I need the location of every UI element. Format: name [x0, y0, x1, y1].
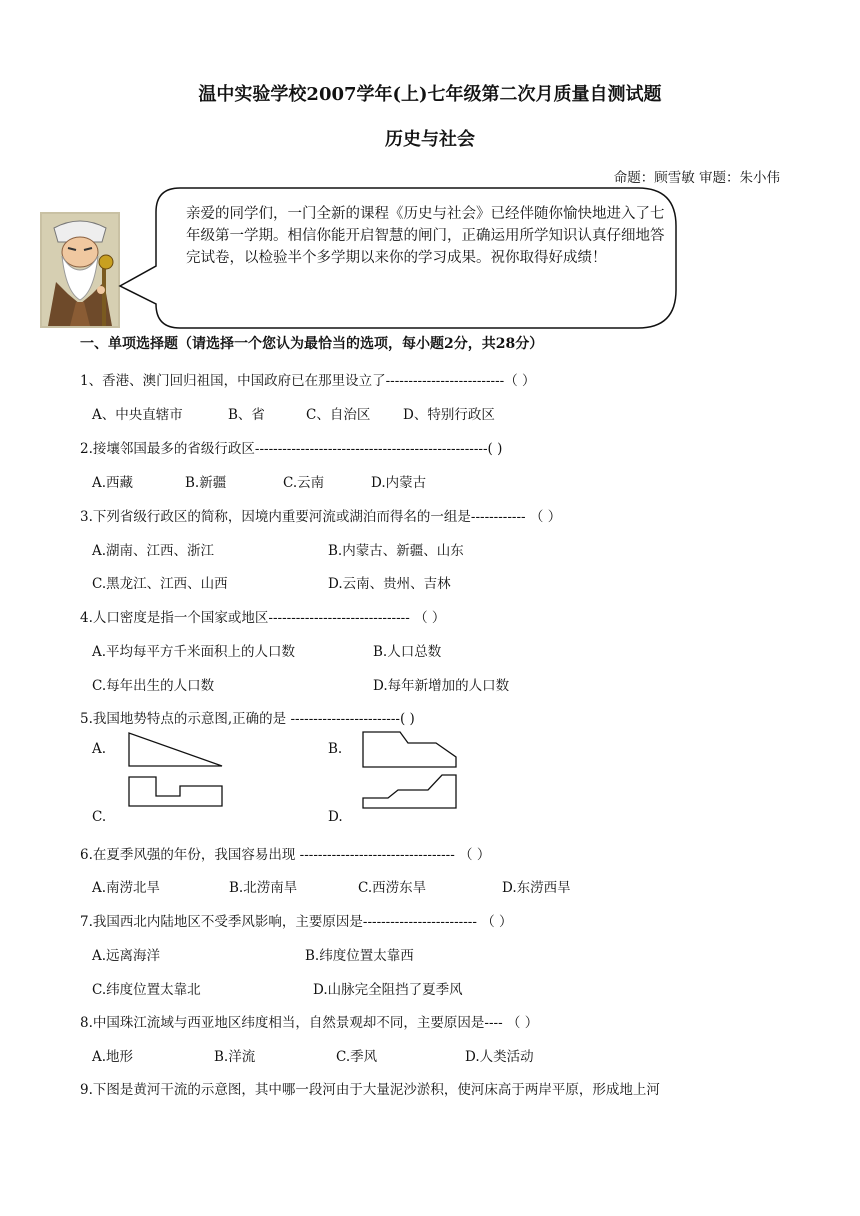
option: A、中央直辖市 [92, 407, 183, 423]
option: B、省 [228, 407, 265, 423]
question-stem: 1、香港、澳门回归祖国，中国政府已在那里设立了--------------------------（ ） [80, 373, 536, 389]
wise-old-man-icon [40, 212, 120, 328]
option: B.纬度位置太靠西 [305, 948, 414, 964]
option: B.人口总数 [373, 644, 442, 660]
option: C.西涝东旱 [358, 880, 427, 896]
option: C.黑龙江、江西、山西 [92, 576, 228, 592]
option: D、特别行政区 [403, 407, 495, 423]
option: A.南涝北旱 [92, 880, 161, 896]
option: D.人类活动 [465, 1049, 534, 1065]
exam-title: 温中实验学校2007学年(上)七年级第二次月质量自测试题 [198, 84, 662, 105]
option: A.地形 [92, 1049, 134, 1065]
question-stem: 8.中国珠江流域与西亚地区纬度相当，自然景观却不同，主要原因是---- （ ） [80, 1015, 539, 1031]
option: C.纬度位置太靠北 [92, 982, 201, 998]
terrain-diagram-b [362, 731, 458, 769]
option: C.云南 [283, 475, 325, 491]
intro-message: 亲爱的同学们，一门全新的课程《历史与社会》已经伴随你愉快地进入了七年级第一学期。相信你能开启智慧的闸门，正确运用所学知识认真仔细地答完试卷，以检验半个多学期以来你的学习成果。祝你取得好成绩！ [186, 206, 665, 266]
option: B.洋流 [214, 1049, 256, 1065]
option: A.湖南、江西、浙江 [92, 543, 215, 559]
option: B. [328, 741, 343, 757]
exam-authors: 命题：顾雪敏 审题：朱小伟 [613, 170, 780, 186]
question-stem: 2.接壤邻国最多的省级行政区---------------------------------------------------( ) [80, 441, 503, 457]
option: D.山脉完全阻挡了夏季风 [313, 982, 463, 998]
option: D.内蒙古 [371, 475, 427, 491]
option: C. [92, 809, 107, 825]
option: D.云南、贵州、吉林 [328, 576, 451, 592]
option: C、自治区 [306, 407, 371, 423]
question-stem: 6.在夏季风强的年份，我国容易出现 ---------------------------------- （ ） [80, 847, 491, 863]
terrain-diagram-d [362, 774, 458, 810]
terrain-diagram-a [128, 732, 224, 768]
option: C.季风 [336, 1049, 378, 1065]
option: A.远离海洋 [92, 948, 161, 964]
question-stem: 9.下图是黄河干流的示意图，其中哪一段河由于大量泥沙淤积，使河床高于两岸平原，形成地上河 [80, 1082, 660, 1098]
question-stem: 4.人口密度是指一个国家或地区------------------------------- （ ） [80, 610, 446, 626]
exam-subtitle: 历史与社会 [385, 129, 475, 150]
section-heading: 一、单项选择题（请选择一个您认为最恰当的选项，每小题2分，共28分） [80, 336, 544, 352]
option: B.北涝南旱 [229, 880, 298, 896]
question-stem: 3.下列省级行政区的简称，因境内重要河流或湖泊而得名的一组是------------ （ ） [80, 509, 562, 525]
question-stem: 5.我国地势特点的示意图,正确的是 ------------------------( ) [80, 711, 415, 727]
option: A. [92, 741, 107, 757]
option: B.内蒙古、新疆、山东 [328, 543, 464, 559]
option: D.东涝西旱 [502, 880, 571, 896]
terrain-diagram-c [128, 776, 224, 808]
option: D. [328, 809, 343, 825]
question-stem: 7.我国西北内陆地区不受季风影响，主要原因是------------------------- （ ） [80, 914, 513, 930]
option: C.每年出生的人口数 [92, 678, 215, 694]
option: D.每年新增加的人口数 [373, 678, 510, 694]
option: A.平均每平方千米面积上的人口数 [92, 644, 296, 660]
option: A.西藏 [92, 475, 134, 491]
option: B.新疆 [185, 475, 227, 491]
